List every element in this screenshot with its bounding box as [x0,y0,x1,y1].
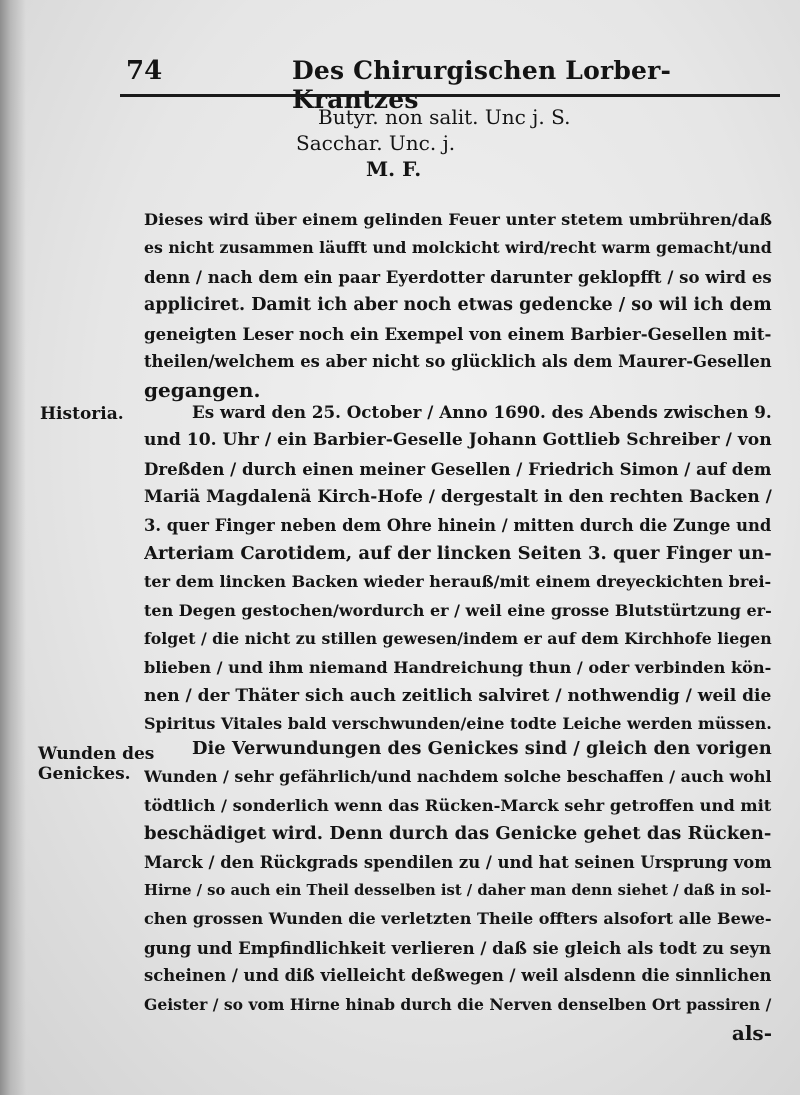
text-line: nen / der Thäter sich auch zeitlich salviret / nothwendig / weil die [144,686,772,707]
running-title: Des Chirurgischen Lorber-Krantzes [292,56,672,114]
paragraph-historia [144,398,772,739]
text-line: theilen/welchem es aber nicht so glücklich als dem Maurer-Gesellen [144,352,772,372]
text-line: Geister / so vom Hirne hinab durch die Nerven denselben Ort passiren / [144,994,772,1014]
recipe-line: M. F. [366,157,422,181]
text-line: denn / nach dem ein paar Eyerdotter darunter geklopfft / so wird es [144,266,772,287]
margin-note-line: Genickes. [38,764,131,784]
page-spine-shadow [0,0,26,1095]
page-header [120,52,780,114]
text-line: Dreßden / durch einen meiner Gesellen / Friedrich Simon / auf dem [144,458,772,479]
text-line: gung und Empfindlichkeit verlieren / daß sie gleich als todt zu seyn [144,937,772,958]
text-line: blieben / und ihm niemand Handreichung thun / oder verbinden kön- [144,657,772,677]
text-line: appliciret. Damit ich aber noch etwas gedencke / so wil ich dem [144,295,772,316]
text-line: ten Degen gestochen/wordurch er / weil eine grosse Blutstürtzung er- [144,600,772,620]
text-line: Hirne / so auch ein Theil desselben ist / daher man denn siehet / daß in sol- [144,882,772,900]
text-line: Arteriam Carotidem, auf der lincken Seiten 3. quer Finger un- [144,543,772,565]
margin-note-line: Wunden des [38,744,155,764]
text-line: Spiritus Vitales bald verschwunden/eine todte Leiche werden müssen. [144,714,772,734]
text-line: Mariä Magdalenä Kirch-Hofe / dergestalt in den rechten Backen / [144,487,772,508]
text-line: Marck / den Rückgrads spendilen zu / und hat seinen Ursprung vom [144,852,772,872]
text-line: es nicht zusammen läufft und molckicht wird/recht warm gemacht/und [144,238,772,258]
text-line: gegangen. [144,378,261,403]
text-line: folget / die nicht zu stillen gewesen/indem er auf dem Kirchhofe liegen [144,629,772,649]
paragraph-genick-wounds [144,735,772,1047]
text-line: Dieses wird über einem gelinden Feuer unter stetem umbrühren/daß [144,210,772,229]
text-line: geneigten Leser noch ein Exempel von einem Barbier-Gesellen mit- [144,323,772,344]
text-line: chen grossen Wunden die verletzten Theile offters alsofort alle Bewe- [144,909,772,929]
paragraph-preparation [144,206,772,405]
text-line: ter dem lincken Backen wieder herauß/mit einem dreyeckichten brei- [144,572,772,592]
text-line: und 10. Uhr / ein Barbier-Geselle Johann Gottlieb Schreiber / von [144,430,772,451]
header-rule [120,94,780,97]
recipe-line: Sacchar. Unc. j. [296,131,456,155]
margin-note-historia: Historia. [40,404,124,424]
text-line: Die Verwundungen des Genickes sind / gleich den vorigen [192,738,772,759]
catchword: als- [731,1021,772,1046]
recipe-line: Butyr. non salit. Unc j. S. [318,105,571,129]
page-number: 74 [126,56,163,86]
text-line: Wunden / sehr gefährlich/und nachdem solche beschaffen / auch wohl [144,767,772,787]
recipe-block [270,104,630,182]
margin-note-genick [38,744,154,784]
text-line: beschädiget wird. Denn durch das Genicke gehet das Rücken- [144,823,772,845]
text-line: scheinen / und diß vielleicht deßwegen / weil alsdenn die sinnlichen [144,966,772,986]
text-line: 3. quer Finger neben dem Ohre hinein / mitten durch die Zunge und [144,515,772,535]
text-line: tödtlich / sonderlich wenn das Rücken-Marck sehr getroffen und mit [144,795,772,815]
text-line: Es ward den 25. October / Anno 1690. des Abends zwischen 9. [192,402,772,422]
